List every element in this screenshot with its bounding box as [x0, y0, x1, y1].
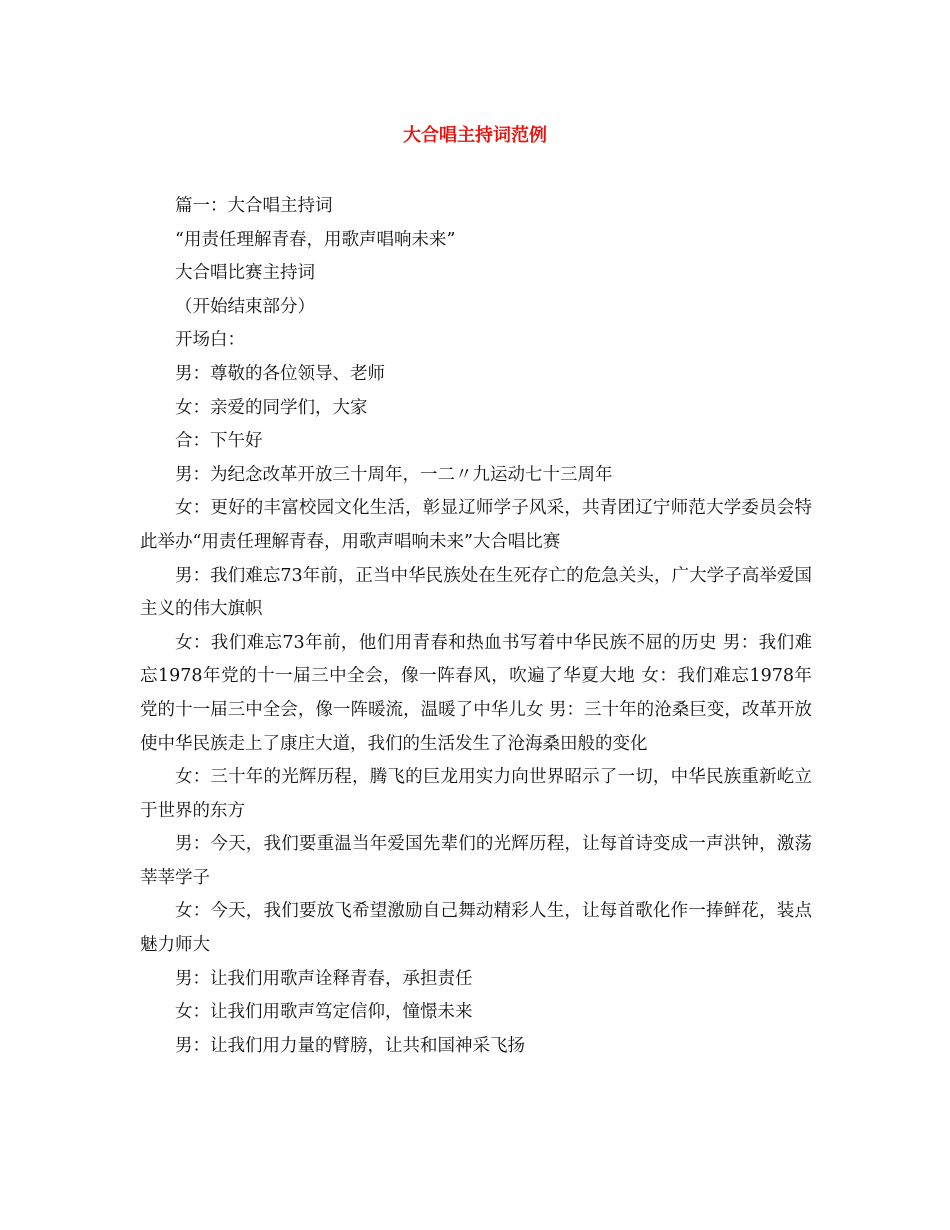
document-body — [140, 190, 812, 1063]
paragraph: 女：今天，我们要放飞希望激励自己舞动精彩人生，让每首歌化作一捧鲜花，装点魅力师大 — [140, 901, 812, 956]
paragraph: 女：我们难忘73年前，他们用青春和热血书写着中华民族不屈的历史 男：我们难忘1978年党的十一届三中全会，像一阵春风，吹遍了华夏大地 女：我们难忘1978年党的十一届三中全会，像一阵暖流，温暖了中华儿女 男：三十年的沧桑巨变，改革开放使中华民族走上了康庄大道，我们的生活发生了沧海桑田般的变化 — [140, 632, 812, 754]
paragraph: “用责任理解青春，用歌声唱响未来” — [175, 229, 456, 250]
paragraph: 女：三十年的光辉历程，腾飞的巨龙用实力向世界昭示了一切，中华民族重新屹立于世界的东方 — [140, 767, 812, 821]
paragraph: 开场白： — [175, 330, 245, 351]
paragraph: 大合唱比赛主持词 — [175, 263, 315, 284]
paragraph: 篇一：大合唱主持词 — [175, 196, 333, 216]
paragraph: （开始结束部分） — [175, 296, 315, 317]
paragraph: 男：让我们用力量的臂膀，让共和国神采飞扬 — [175, 1035, 525, 1056]
paragraph: 男：我们难忘73年前，正当中华民族处在生死存亡的危急关头，广大学子高举爱国主义的伟大旗帜 — [140, 565, 812, 620]
paragraph: 女：亲爱的同学们，大家 — [175, 397, 368, 418]
paragraph: 男：为纪念改革开放三十周年，一二〃九运动七十三周年 — [175, 464, 613, 485]
paragraph: 女：让我们用歌声笃定信仰，憧憬未来 — [175, 1002, 473, 1023]
paragraph: 女：更好的丰富校园文化生活，彰显辽师学子风采，共青团辽宁师范大学委员会特此举办“用责任理解青春，用歌声唱响未来”大合唱比赛 — [140, 498, 812, 552]
paragraph: 男：让我们用歌声诠释青春，承担责任 — [175, 968, 473, 989]
paragraph: 合：下午好 — [175, 431, 263, 452]
document-title: 大合唱主持词范例 — [403, 125, 547, 146]
paragraph: 男：今天，我们要重温当年爱国先辈们的光辉历程，让每首诗变成一声洪钟，激荡莘莘学子 — [140, 834, 812, 888]
paragraph: 男：尊敬的各位领导、老师 — [175, 363, 385, 384]
